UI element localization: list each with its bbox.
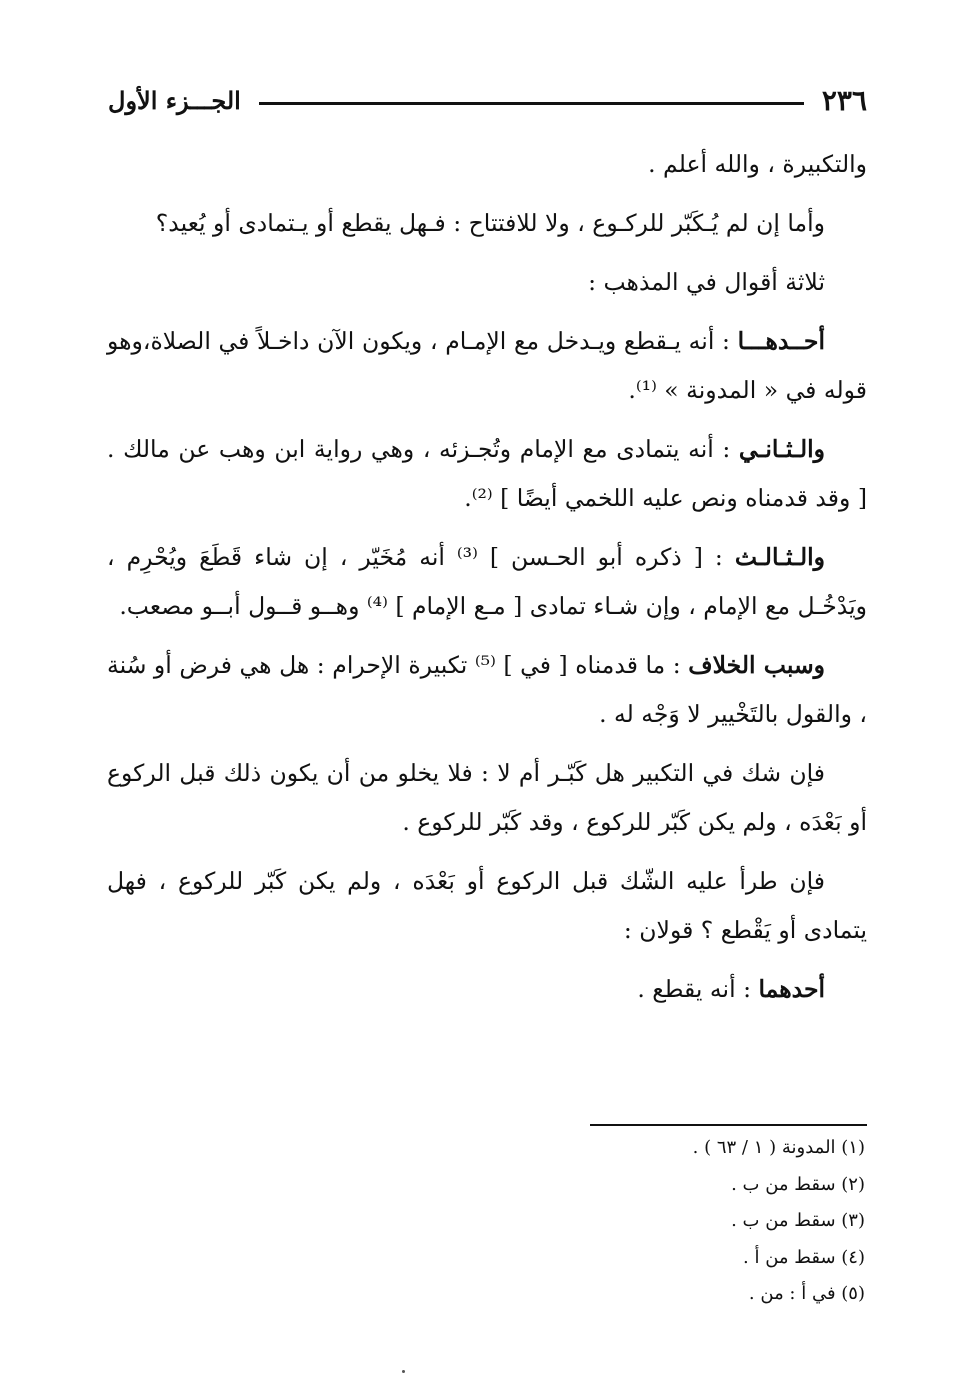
footnote-separator (590, 1124, 867, 1126)
footnote-5: (٥) في أ : من . (748, 1283, 865, 1304)
paragraph-4-lead: أحــدهـــا (737, 327, 825, 355)
paragraph-10 (107, 965, 867, 1014)
paragraph-10-lead: أحدهما (758, 975, 825, 1003)
footnote-3: (٣) سقط من ب . (731, 1210, 865, 1231)
paragraph-4-text: : أنه يـقطع ويـدخل مع الإمـام ، ويكون الآن داخـلاً في الصلاة،وهو قوله في « المدونة » ⁽¹⁾. (107, 327, 867, 404)
main-text (107, 140, 867, 1024)
footnote-1: (١) المدونة ( ١ / ٦٣ ) . (692, 1137, 865, 1158)
footnote-4: (٤) سقط من أ . (743, 1246, 865, 1268)
running-head: الجـــزء الأول (108, 85, 241, 115)
paragraph-5 (107, 425, 867, 523)
paragraph-10-text: : أنه يقطع . (637, 975, 759, 1003)
paragraph-2: وأما إن لم يُـكَبّر للركـوع ، ولا للافتتاح : فـهل يقطع أو يـتمادى أو يُعيد؟ (155, 209, 825, 237)
footnotes (365, 1130, 865, 1313)
paragraph-5-lead: والـثـانـي (738, 435, 825, 463)
page-number: ٢٣٦ (821, 83, 867, 117)
paragraph-8: فإن شك في التكبير هل كَبّـر أم لا : فلا يخلو من أن يكون ذلك قبل الركوع أو بَعْدَه ، ولم يكن كَبّر للركوع ، وقد كَبّر للركوع . (107, 759, 867, 836)
paragraph-4 (107, 317, 867, 415)
paragraph-9: فإن طرأ عليه الشّك قبل الركوع أو بَعْدَه ، ولم يكن كَبّر للركوع ، فهل يتمادى أو يَقْطع ؟ قولان : (107, 867, 867, 944)
paragraph-7-lead: وسبب الخلاف (688, 651, 825, 679)
paragraph-6-text: : [ ذكره أبو الحـسن ] ⁽³⁾ أنه مُخَيّر ، إن شاء قَطَعَ ويُحْرِم ، ويَدْخُـل مع الإمام ، وإن شـاء تمادى [ مـع الإمام ] ⁽⁴⁾ وهــو قــول أبــو مصعب. (107, 543, 867, 620)
paragraph-7-text: : ما قدمناه [ في ] ⁽⁵⁾ تكبيرة الإحرام : هل هي فرض أو سُنة ، والقول بالتَخْيير لا وَجْه له . (107, 651, 867, 728)
scan-speck (402, 1370, 405, 1373)
paragraph-6-lead: والـثـالـث (734, 543, 826, 571)
page-header (108, 80, 867, 120)
paragraph-3: ثلاثة أقوال في المذهب : (588, 268, 825, 296)
footnote-2: (٢) سقط من ب . (731, 1173, 865, 1195)
paragraph-1: والتكبيرة ، والله أعلم . (648, 150, 867, 178)
header-rule (259, 102, 804, 105)
paragraph-5-text: : أنه يتمادى مع الإمام وتُجـزئه ، وهي رواية ابن وهب عن مالك . [ وقد قدمناه ونص عليه اللخمي أيضًا ] ⁽²⁾. (107, 435, 867, 512)
paragraph-7 (107, 641, 867, 739)
paragraph-6 (107, 533, 867, 631)
